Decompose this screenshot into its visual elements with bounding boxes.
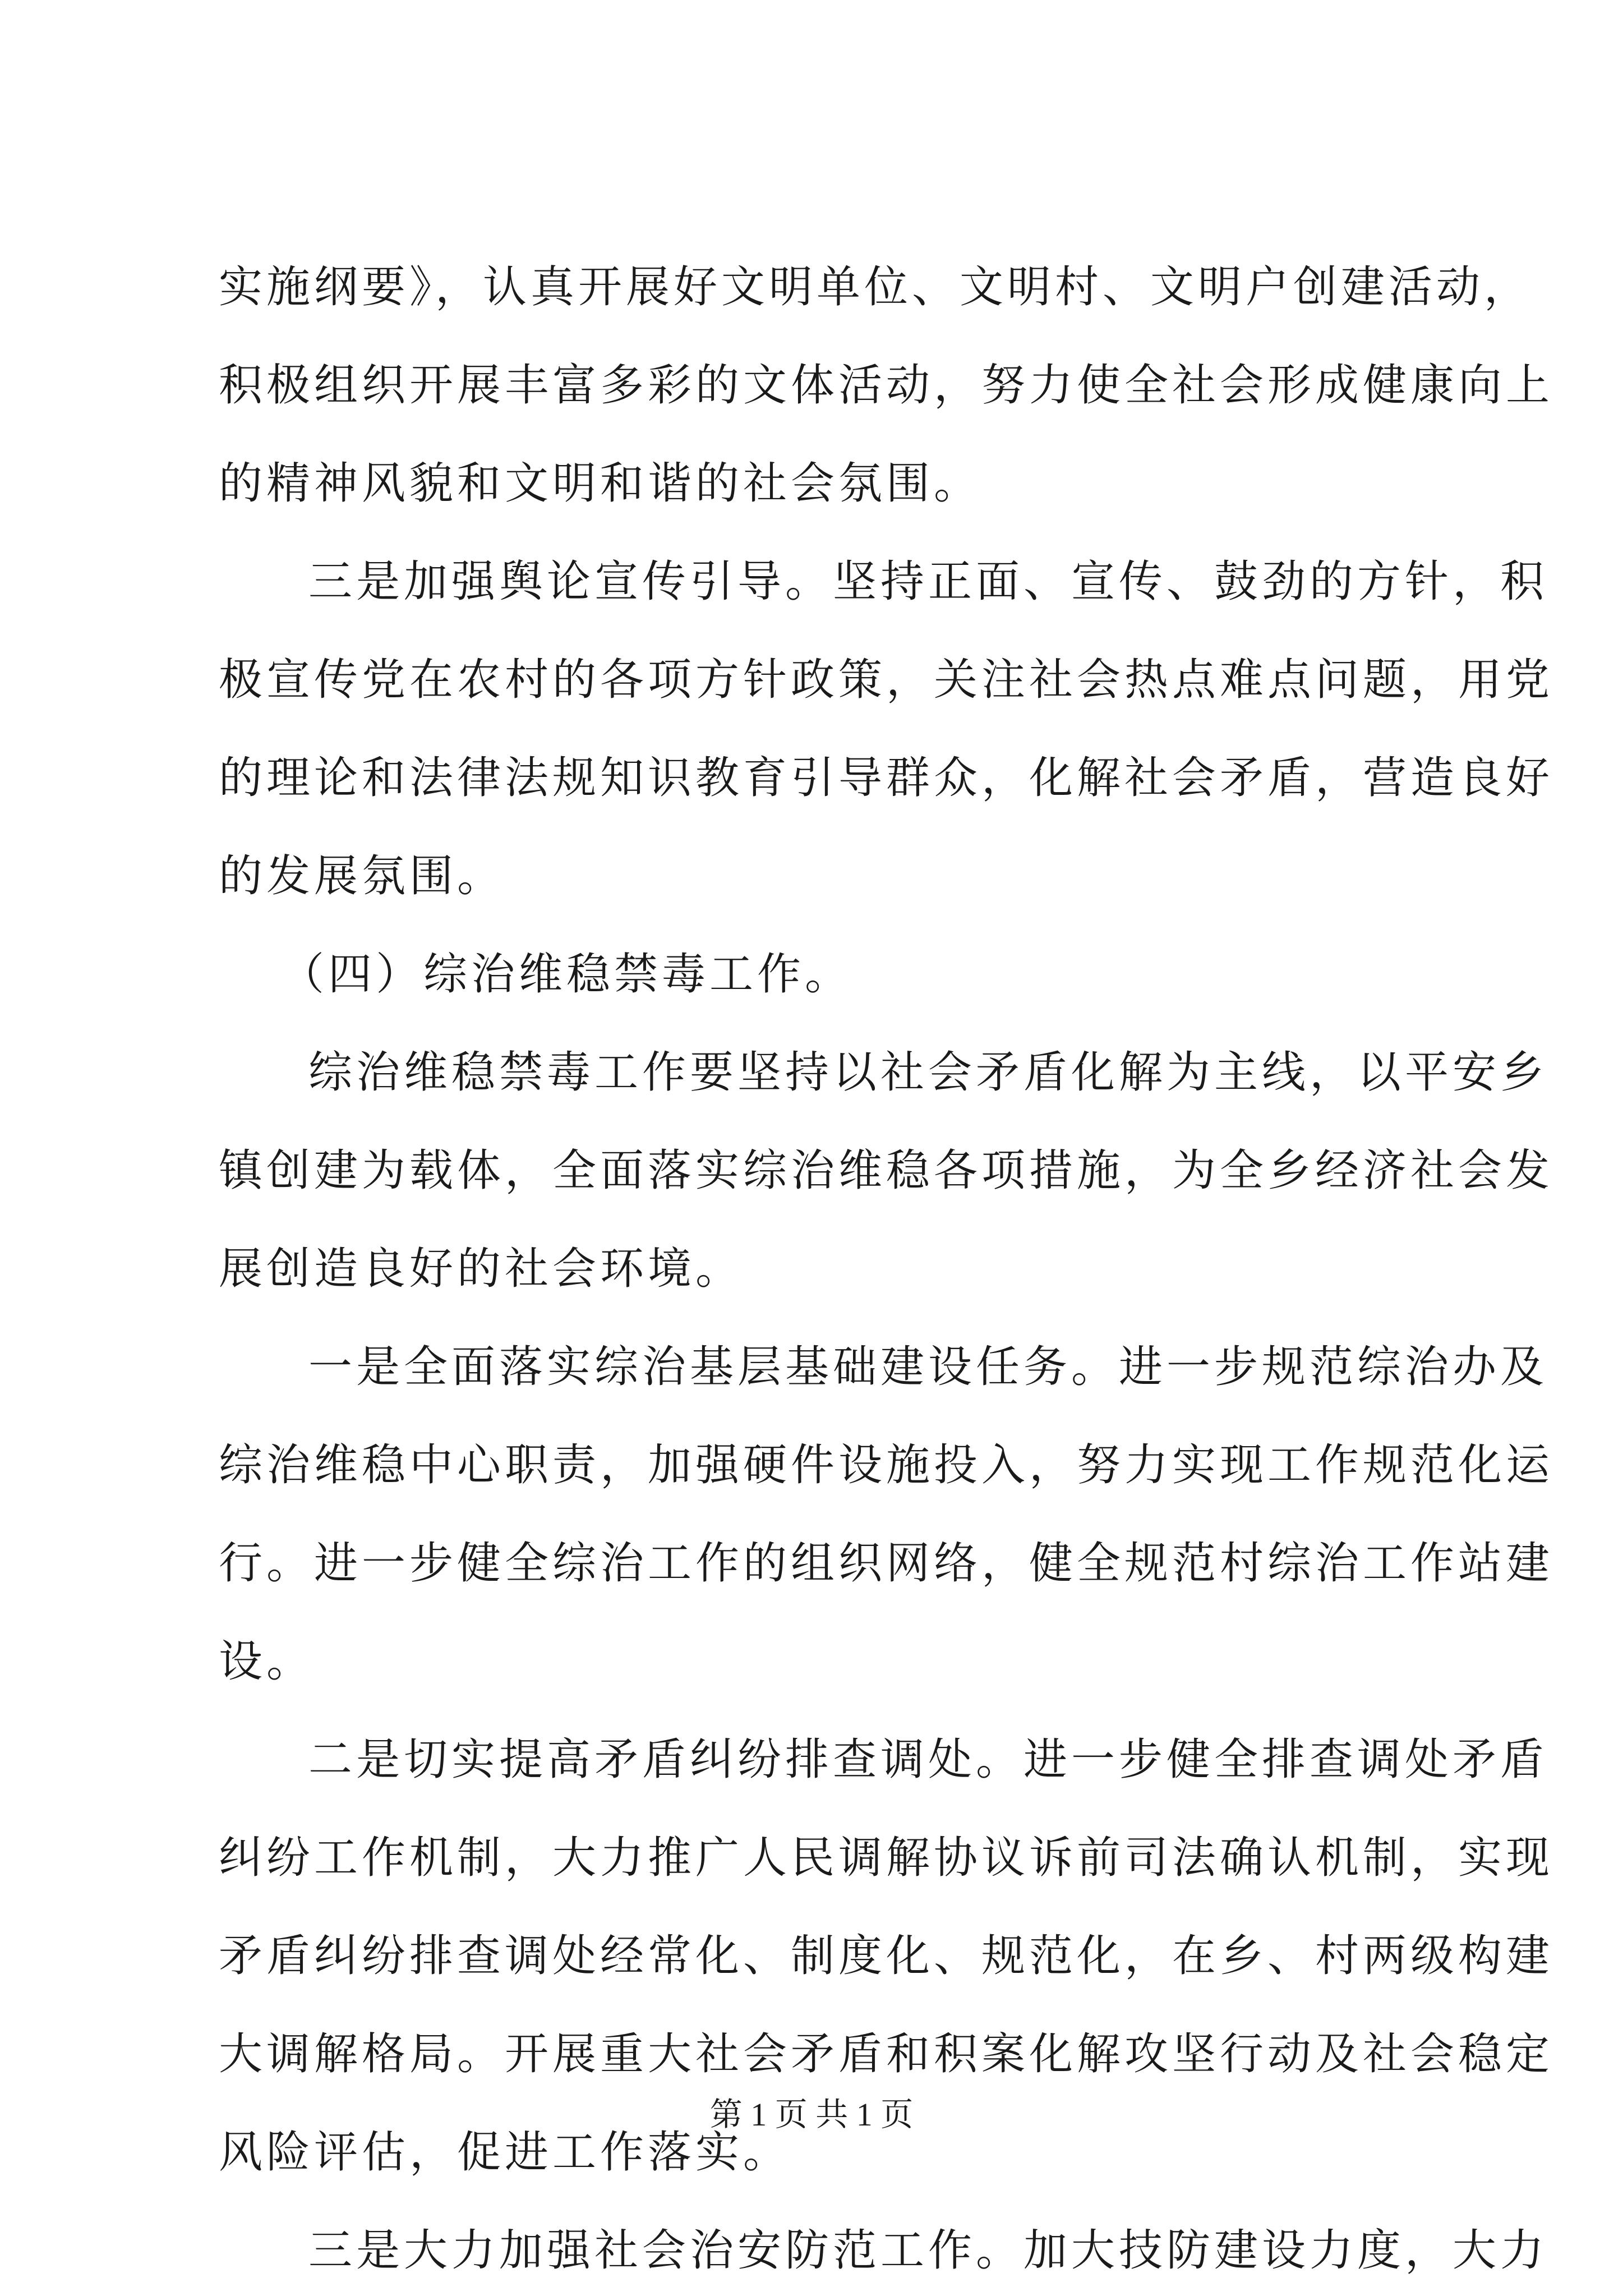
text-line: 实施纲要》，认真开展好文明单位、文明村、文明户创建活动， xyxy=(219,262,1532,312)
text-line: 镇创建为载体，全面落实综治维稳各项措施，为全乡经济社会发 xyxy=(219,1145,1554,1196)
text-line: 行。进一步健全综治工作的组织网络，健全规范村综治工作站建 xyxy=(219,1538,1554,1589)
paragraph-civilization-continuation xyxy=(219,259,1554,512)
text-line: 展创造良好的社会环境。 xyxy=(219,1244,744,1294)
text-line: 二是切实提高矛盾纠纷排查调处。进一步健全排查调处矛盾 xyxy=(308,1734,1548,1785)
text-line: 极宣传党在农村的各项方针政策，关注社会热点难点问题，用党 xyxy=(219,655,1554,705)
text-line: 积极组织开展丰富多彩的文体活动，努力使全社会形成健康向上 xyxy=(219,360,1554,411)
text-line: 风险评估，促进工作落实。 xyxy=(219,2127,791,2178)
text-line: 综治维稳禁毒工作要坚持以社会矛盾化解为主线，以平安乡 xyxy=(308,1047,1548,1098)
document-body xyxy=(219,259,1554,2279)
text-line: 矛盾纠纷排查调处经常化、制度化、规范化，在乡、村两级构建 xyxy=(219,1931,1554,1981)
text-line: 纠纷工作机制，大力推广人民调解协议诉前司法确认机制，实现 xyxy=(219,1833,1554,1883)
text-line: 大调解格局。开展重大社会矛盾和积案化解攻坚行动及社会稳定 xyxy=(219,2029,1554,2079)
text-line: 三是加强舆论宣传引导。坚持正面、宣传、鼓劲的方针，积 xyxy=(308,556,1548,607)
text-line: 的发展氛围。 xyxy=(219,851,505,901)
page-number-footer: 第 1 页 共 1 页 xyxy=(709,2096,914,2133)
text-line: 一是全面落实综治基层基础建设任务。进一步规范综治办及 xyxy=(308,1342,1548,1392)
section-heading: （四）综治维稳禁毒工作。 xyxy=(280,949,853,1000)
text-line: 设。 xyxy=(219,1636,315,1687)
paragraph-public-security xyxy=(219,2223,1548,2279)
section-heading-four xyxy=(219,946,1433,1002)
text-line: 三是大力加强社会治安防范工作。加大技防建设力度，大力 xyxy=(308,2225,1548,2276)
paragraph-public-opinion xyxy=(219,554,1554,904)
paragraph-grassroots-construction xyxy=(219,1339,1554,1690)
text-line: 的精神风貌和文明和谐的社会氛围。 xyxy=(219,458,982,509)
paragraph-stability-intro xyxy=(219,1045,1554,1297)
text-line: 的理论和法律法规知识教育引导群众，化解社会矛盾，营造良好 xyxy=(219,753,1554,803)
text-line: 综治维稳中心职责，加强硬件设施投入，努力实现工作规范化运 xyxy=(219,1440,1554,1490)
